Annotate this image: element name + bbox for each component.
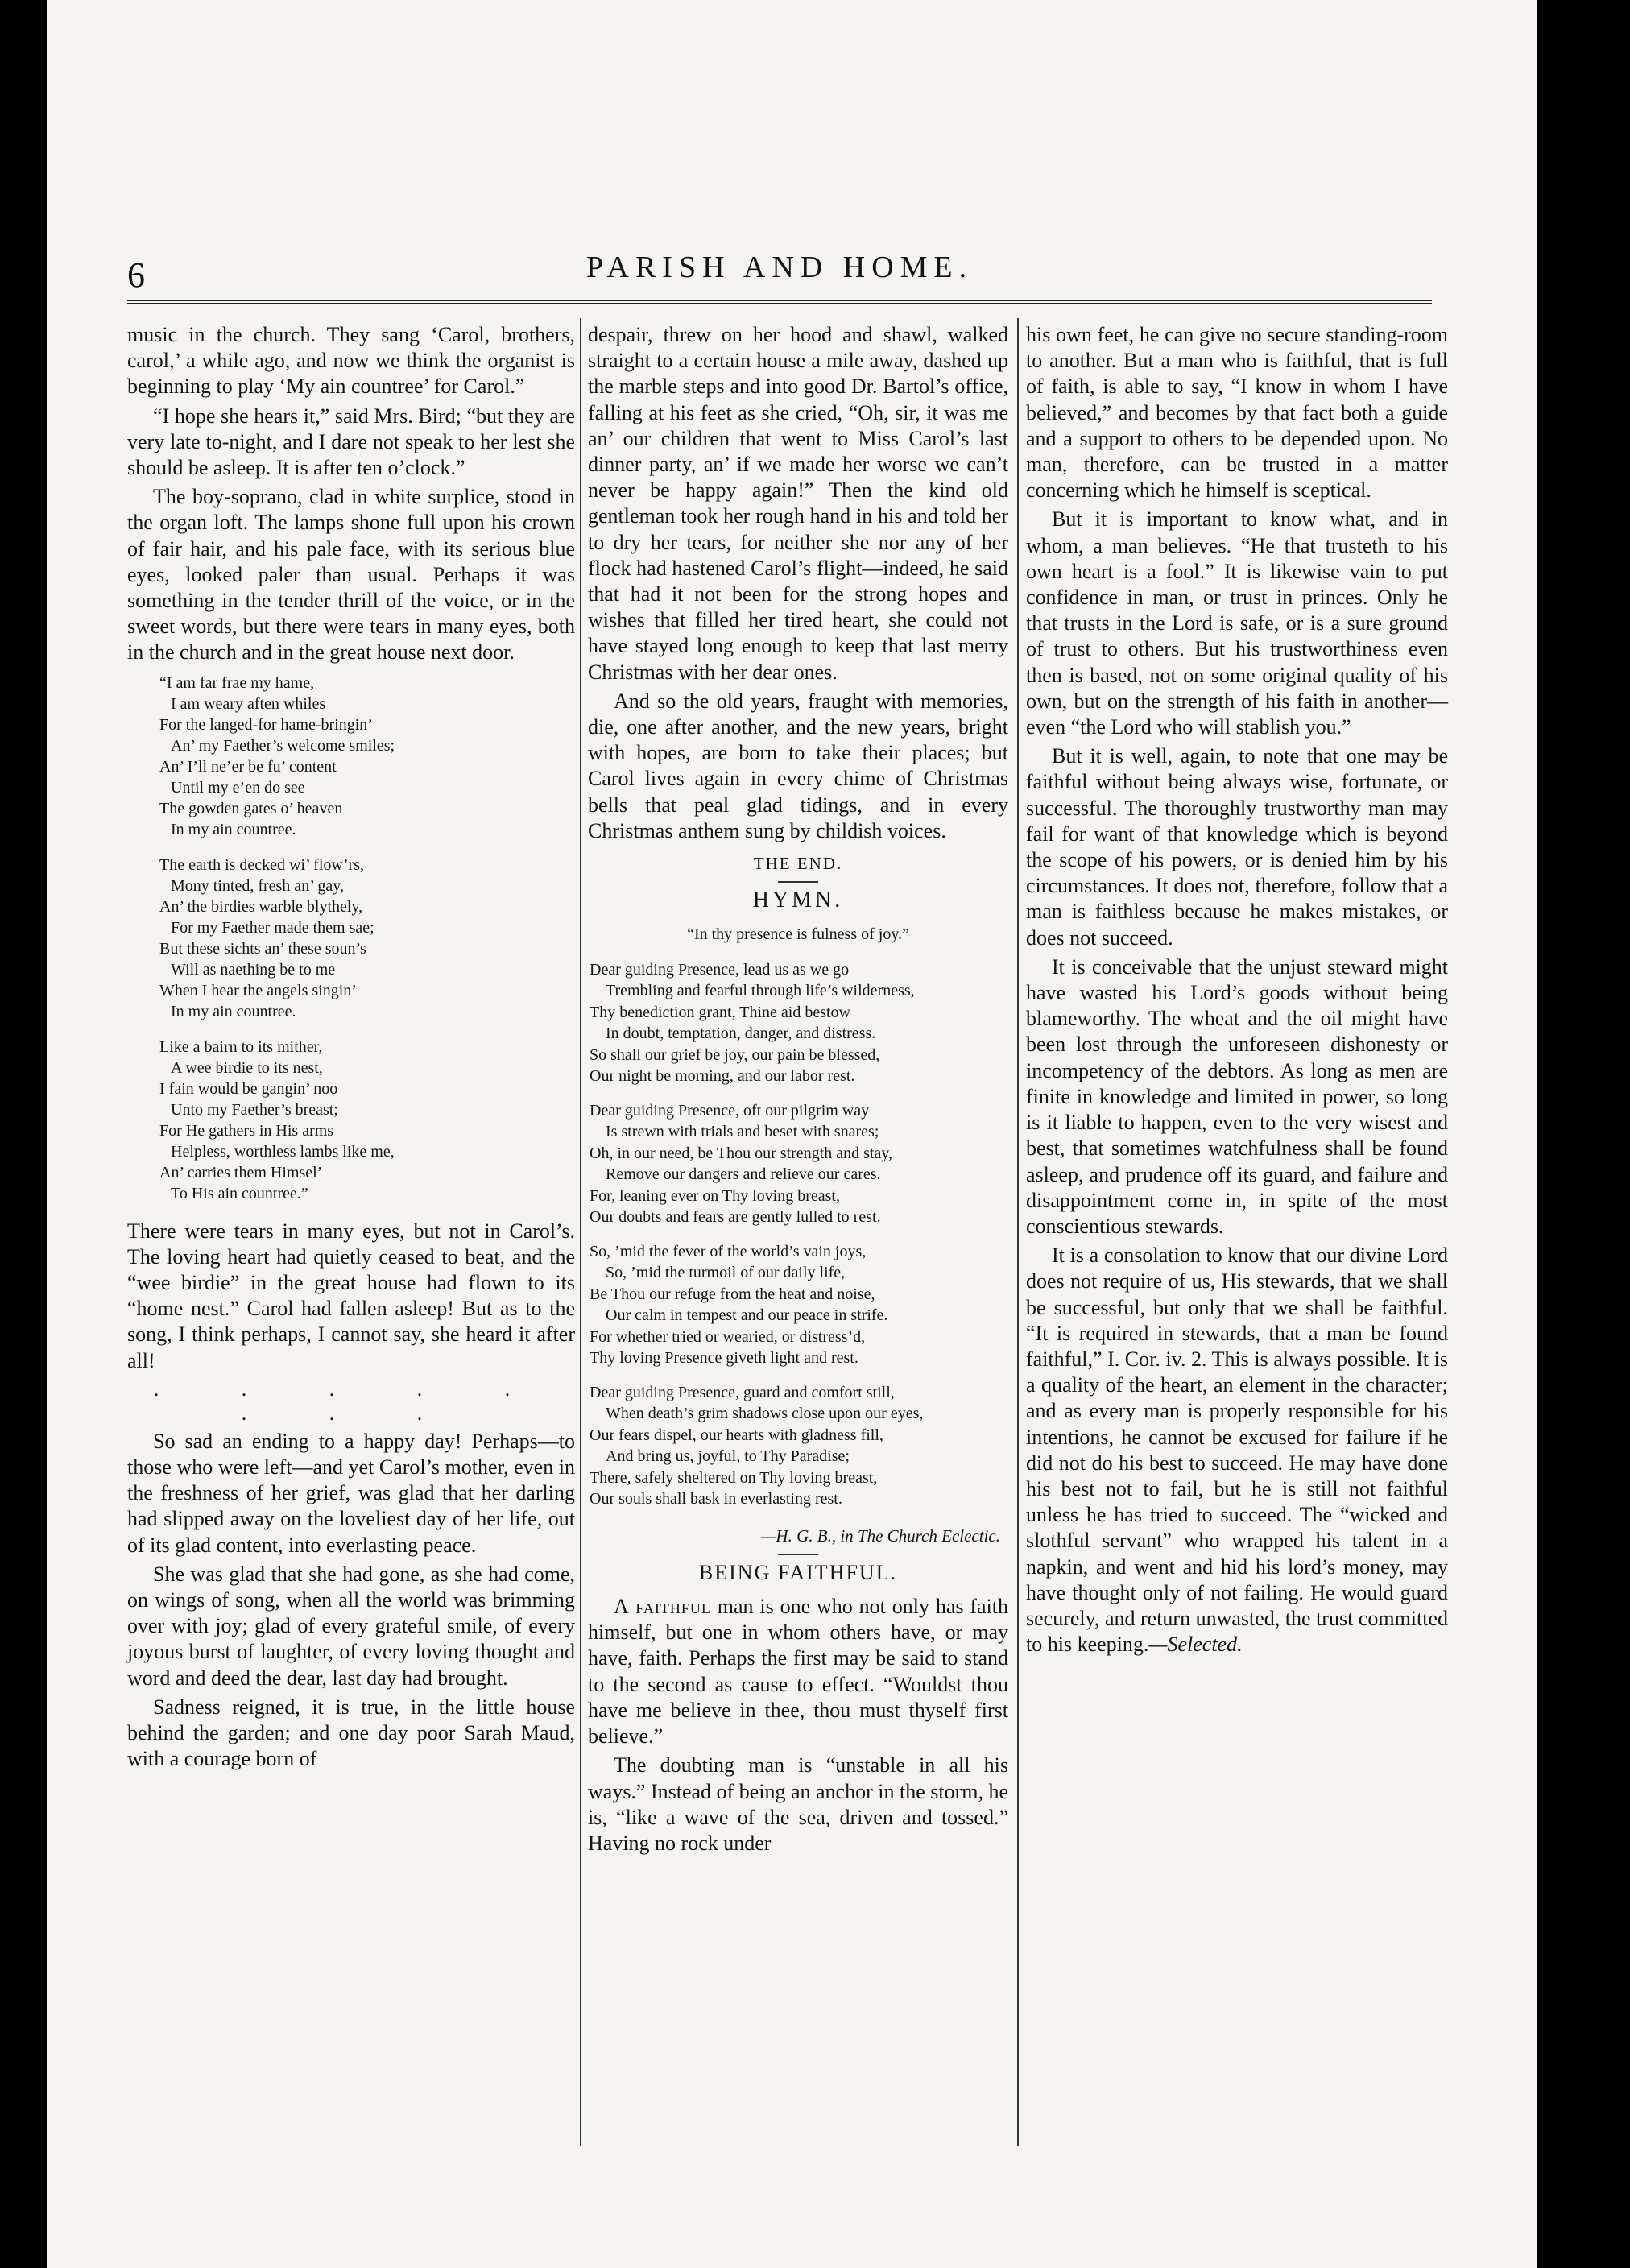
poem-line: For the langed-for hame-bringin’ (159, 715, 373, 734)
paragraph: The boy-soprano, clad in white surplice, stood in the organ loft. The lamps shone full upon his crown of fair hair, and his pale face, with its serious blue eyes, looked paler than usual. Perhaps it was something in the tender thrill of the voice, or in the sweet words, but there were tears in many eyes, both in the church and in the great house next door. (127, 485, 575, 664)
hymn-line: For, leaning ever on Thy loving breast, (590, 1186, 840, 1205)
hymn-line: Our fears dispel, our hearts with gladness fill, (590, 1426, 883, 1444)
poem-line: Unto my Faether’s breast; (171, 1100, 338, 1119)
paragraph-text: man is one who not only has faith himself, but one in whom others have, or may have, faith. Perhaps the first may be said to stand to the second as cause to effect. “Wouldst thou have me believe in thee, thou must thyself first believe.” (588, 1595, 1008, 1749)
hymn-stanza (588, 1100, 1008, 1228)
hymn-line: Dear guiding Presence, guard and comfort still, (590, 1383, 895, 1401)
paragraph: But it is important to know what, and in whom, a man believes. “He that trusteth to his own heart is a fool.” It is likewise vain to put confidence in man, or trust in princes. Only he that trusts in the Lord is safe, or is a sure ground of trust to others. But his trustworthiness even then is based, not on some original quality of his own, but on the strength of his faith in another—even “the Lord who will stablish you.” (1026, 507, 1448, 739)
hymn-epigraph: “In thy presence is fulness of joy.” (687, 925, 909, 944)
divider (778, 881, 818, 883)
section-title-being-faithful: BEING FAITHFUL. (698, 1560, 898, 1584)
hymn-stanza (588, 959, 1008, 1087)
paragraph: She was glad that she had gone, as she had come, on wings of song, when all the world was brimming over with joy; glad of every grateful smile, of every joyous burst of laughter, of every loving thought and word and deed the dear, last day had brought. (127, 1562, 575, 1690)
poem-line: An’ my Faether’s welcome smiles; (171, 736, 395, 755)
paragraph: The doubting man is “unstable in all his ways.” Instead of being an anchor in the storm, he is, “like a wave of the sea, driven and tossed.” Having no rock under (588, 1753, 1009, 1855)
page-number: 6 (127, 255, 145, 295)
hymn-stanza (588, 1241, 1008, 1369)
poem-line: An’ carries them Himsel’ (159, 1163, 323, 1182)
poem-line: The gowden gates o’ heaven (159, 799, 343, 817)
poem-line: An’ the birdies warble blythely, (159, 897, 363, 916)
hymn-line: So, ’mid the turmoil of our daily life, (606, 1264, 846, 1282)
hymn-line: Thy benediction grant, Thine aid bestow (590, 1003, 850, 1021)
paragraph: But it is well, again, to note that one may be faithful without being always wise, fortunate, or successful. The thoroughly trustworthy man may fail for want of that knowledge which is beyond the scope of his powers, or is denied him by his circumstances. It does not, therefore, follow that a man is faithless because he makes mistakes, or does not succeed. (1026, 744, 1448, 950)
running-header (127, 242, 1432, 295)
hymn-text (588, 959, 1008, 1510)
poem-line: In my ain countree. (171, 820, 296, 838)
poem-line: “I am far frae my hame, (159, 673, 315, 692)
hymn-line: So shall our grief be joy, our pain be blessed, (590, 1045, 880, 1064)
hymn-line: Oh, in our need, be Thou our strength and stay, (590, 1144, 893, 1162)
poem-line: For He gathers in His arms (159, 1121, 334, 1140)
paragraph (588, 1594, 1008, 1749)
hymn-stanza (588, 1382, 1008, 1510)
header-rule (127, 300, 1432, 304)
hymn-line: Our souls shall bask in everlasting rest. (590, 1490, 842, 1509)
paragraph: There were tears in many eyes, but not in Carol’s. The loving heart had quietly ceased to beat, and the “wee birdie” in the great house had flown to its “home nest.” Carol had fallen asleep! But as to the song, I think perhaps, I cannot say, she heard it after all! (127, 1219, 575, 1372)
paragraph: So sad an ending to a happy day! Perhaps—to those who were left—and yet Carol’s mother, even in the freshness of her grief, was glad that her darling had slipped away on the loveliest day of her life, out of its glad content, into everlasting peace. (127, 1429, 575, 1557)
page-title: PARISH AND HOME. (585, 250, 974, 284)
hymn-line: There, safely sheltered on Thy loving breast, (590, 1468, 878, 1487)
column-3 (1026, 322, 1448, 1661)
poem-stanza (159, 1037, 575, 1204)
paragraph: And so the old years, fraught with memories, die, one after another, and the new years, bright with hopes, are born to take their places; but Carol lives again in every chime of Christmas bells that peal glad tidings, and in every Christmas anthem sung by childish voices. (588, 689, 1008, 842)
the-end-label: THE END. (753, 854, 843, 874)
paragraph (1026, 1243, 1448, 1658)
divider (778, 1554, 818, 1555)
hymn-line: Be Thou our refuge from the heat and noise, (590, 1285, 875, 1303)
poem-line: Mony tinted, fresh an’ gay, (171, 876, 344, 895)
hymn-line: Dear guiding Presence, lead us as we go (590, 960, 850, 979)
poem-line: In my ain countree. (171, 1002, 296, 1020)
poem-line: An’ I’ll ne’er be fu’ content (159, 757, 337, 776)
poem-stanza (159, 855, 575, 1022)
hymn-line: Our calm in tempest and our peace in strife. (606, 1306, 888, 1325)
poem-line: Until my e’en do see (171, 778, 305, 797)
hymn-line: Our doubts and fears are gently lulled to rest. (590, 1208, 881, 1227)
hymn-line: So, ’mid the fever of the world’s vain joys, (590, 1242, 867, 1260)
paragraph: Sadness reigned, it is true, in the little house behind the garden; and one day poor Sarah Maud, with a courage born of (127, 1695, 575, 1771)
column-1 (127, 322, 575, 1776)
hymn-line: Thy loving Presence giveth light and rest. (590, 1349, 858, 1368)
selected-credit: —Selected. (1148, 1633, 1243, 1657)
hymn-line: When death’s grim shadows close upon our eyes, (606, 1405, 924, 1423)
paragraph: It is conceivable that the unjust steward might have wasted his Lord’s goods without being blameworthy. The wheat and the oil might have been lost through the unforeseen dishonesty or incompetency of the debtors. As long as men are finite in knowledge and limited in power, so long is it liable to happen, even to the very wisest and best, that sometimes watchfulness shall be found asleep, and prudence off its guard, and failure and disappointment come in, in spite of the most conscientious stewards. (1026, 954, 1448, 1238)
poem-line: Like a bairn to its mither, (159, 1037, 323, 1056)
paragraph-text: It is a consolation to know that our divine Lord does not require of us, His stewards, that we shall be successful, but only that we shall be faithful. “It is required in stewards, that a man be found faithful,” I. Cor. iv. 2. This is always possible. It is a quality of the heart, an element in the character; and as every man is properly responsible for his intentions, he cannot be excused for failure if he did not do his best to succeed. He may have done his best not to fail, but he is still not faithful unless he has tried to succeed. The “wicked and slothful servant” who wrapped his talent in a napkin, and went and hid his lord’s money, may have thought only of not failing. He would guard securely, and return unwasted, the trust committed to his keeping. (1026, 1244, 1448, 1657)
paragraph: despair, threw on her hood and shawl, walked straight to a certain house a mile away, dashed up the marble steps and into good Dr. Bartol’s office, falling at his feet as she cried, “Oh, sir, it was me an’ our children that went to Miss Carol’s last dinner party, an’ if we made her worse we can’t never be happy again!” Then the kind old gentleman took her rough hand in his and told her to dry her tears, for neither she nor any of her flock had hastened Carol’s flight—indeed, he said that had it not been for the strong hopes and wishes that filled her tired heart, she could not have stayed long enough to keep that last merry Christmas with her dear ones. (588, 323, 1008, 684)
column-rule-1 (580, 318, 581, 2146)
paragraph: his own feet, he can give no secure standing-room to another. But a man who is faithful, that is full of faith, is able to say, “I know in whom I have believed,” and becomes by that fact both a guide and a support to others to be depended upon. No man, therefore, can be trusted in a matter concerning which he himself is sceptical. (1026, 323, 1448, 503)
page (47, 0, 1537, 2268)
hymn-line: Is strewn with trials and beset with snares; (606, 1123, 879, 1141)
poem-stanza (159, 673, 575, 840)
scan-border (1537, 0, 1630, 2268)
hymn-line: And bring us, joyful, to Thy Paradise; (606, 1447, 850, 1466)
lead-in: A faithful (614, 1595, 711, 1619)
poem-line: Will as naething be to me (171, 960, 336, 979)
hymn-line: For whether tried or wearied, or distress’d, (590, 1327, 866, 1346)
poem-line: But these sichts an’ these soun’s (159, 939, 366, 958)
paragraph: music in the church. They sang ‘Carol, brothers, carol,’ a while ago, and now we think the organist is beginning to play ‘My ain countree’ for Carol.” (127, 323, 575, 399)
hymn-credit: —H. G. B., in The Church Eclectic. (760, 1525, 1000, 1546)
hymn-line: Dear guiding Presence, oft our pilgrim way (590, 1101, 870, 1120)
column-2 (588, 322, 1008, 1860)
poem-line: I am weary aften whiles (171, 694, 326, 713)
paragraph: “I hope she hears it,” said Mrs. Bird; “but they are very late to-night, and I dare not speak to her lest she should be asleep. It is after ten o’clock.” (127, 404, 575, 480)
hymn-line: Our night be morning, and our labor rest. (590, 1067, 855, 1086)
poem-line: To His ain countree.” (171, 1184, 308, 1202)
hymn-line: Remove our dangers and relieve our cares. (606, 1165, 881, 1184)
poem-line: The earth is decked wi’ flow’rs, (159, 855, 364, 874)
hymn-title: HYMN. (752, 888, 844, 913)
poem-line: A wee birdie to its nest, (171, 1058, 323, 1077)
hymn-line: Trembling and fearful through life’s wilderness, (606, 982, 915, 1000)
poem-line: I fain would be gangin’ noo (159, 1079, 338, 1098)
poem-line: Helpless, worthless lambs like me, (171, 1142, 395, 1161)
column-rule-2 (1017, 318, 1019, 2146)
hymn-line: In doubt, temptation, danger, and distress. (606, 1024, 876, 1043)
poem-line: For my Faether made them sae; (171, 918, 374, 937)
poem-my-ain-countree (159, 673, 575, 1204)
poem-line: When I hear the angels singin’ (159, 981, 357, 999)
section-dots: . . . . . . . . (153, 1376, 549, 1425)
